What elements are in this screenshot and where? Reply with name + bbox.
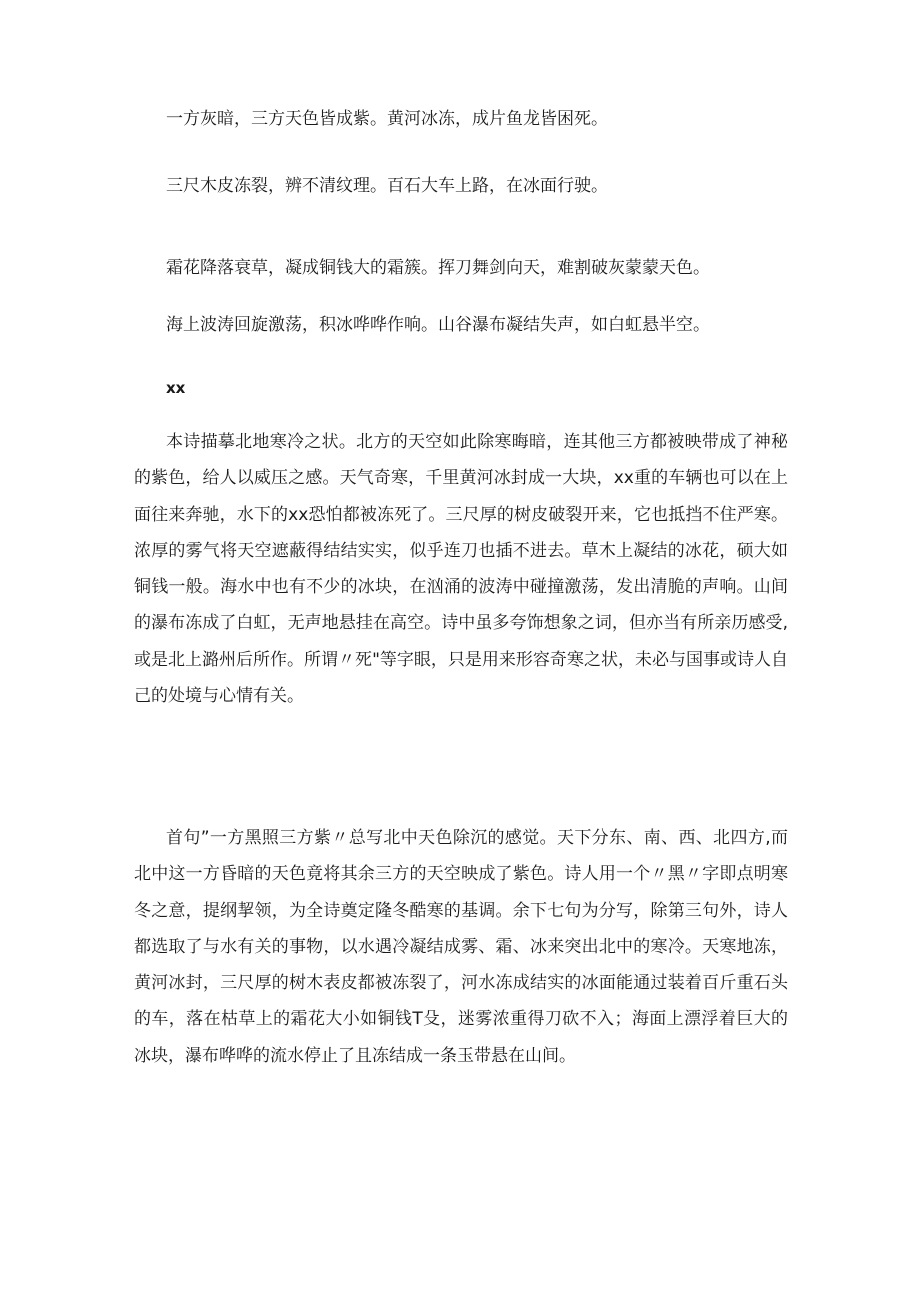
poem-line-3: 霜花降落衰草，凝成铜钱大的霜簇。挥刀舞剑向天，难割破灰蒙蒙天色。 [166, 258, 710, 278]
poem-line-1: 一方灰暗，三方天色皆成紫。黄河冰冻，成片鱼龙皆困死。 [166, 109, 608, 129]
commentary-paragraph-1: 本诗描摹北地寒冷之状。北方的天空如此除寒晦暗，连其他三方都被映带成了神秘的紫色，给人以威压之感。天气奇寒，千里黄河冰封成一大块，xx重的车辆也可以在上面往来奔驰，水下的xx恐怕都被冻死了。三尺厚的树皮破裂开来，它也抵挡不住严寒。浓厚的雾气将天空遮蔽得结结实实，似乎连刀也插不进去。草木上凝结的冰花，硕大如铜钱一般。海水中也有不少的冰块，在汹涌的波涛中碰撞激荡，发出清脆的声响。山间的瀑布冻成了白虹，无声地悬挂在高空。诗中虽多夸饰想象之词，但亦当有所亲历感受,或是北上潞州后所作。所谓〃死"等字眼，只是用来形容奇寒之状，未必与国事或诗人自己的处境与心情有关。 [134, 432, 788, 707]
commentary-paragraph-2: 首句”一方黑照三方紫〃总写北中天色除沉的感觉。天下分东、南、西、北四方,而北中这一方昏暗的天色竟将其余三方的天空映成了紫色。诗人用一个〃黑〃字即点明寒冬之意，提纲挈领，为全诗奠定隆冬酷寒的基调。余下七句为分写，除第三句外，诗人都选取了与水有关的事物，以水遇冷凝结成雾、霜、冰来突出北中的寒冷。天寒地冻，黄河冰封，三尺厚的树木表皮都被冻裂了，河水冻成结实的冰面能通过装着百斤重石头的车，落在枯草上的霜花大小如铜钱T殳，迷雾浓重得刀砍不入；海面上漂浮着巨大的冰块，瀑布哗哗的流水停止了且冻结成一条玉带悬在山间。 [134, 828, 788, 1066]
poem-line-4: 海上波涛回旋激荡，积冰哗哗作响。山谷瀑布凝结失声，如白虹悬半空。 [166, 315, 710, 335]
section-heading: xx [166, 379, 186, 397]
poem-line-2: 三尺木皮冻裂，辨不清纹理。百石大车上路，在冰面行驶。 [166, 176, 608, 196]
